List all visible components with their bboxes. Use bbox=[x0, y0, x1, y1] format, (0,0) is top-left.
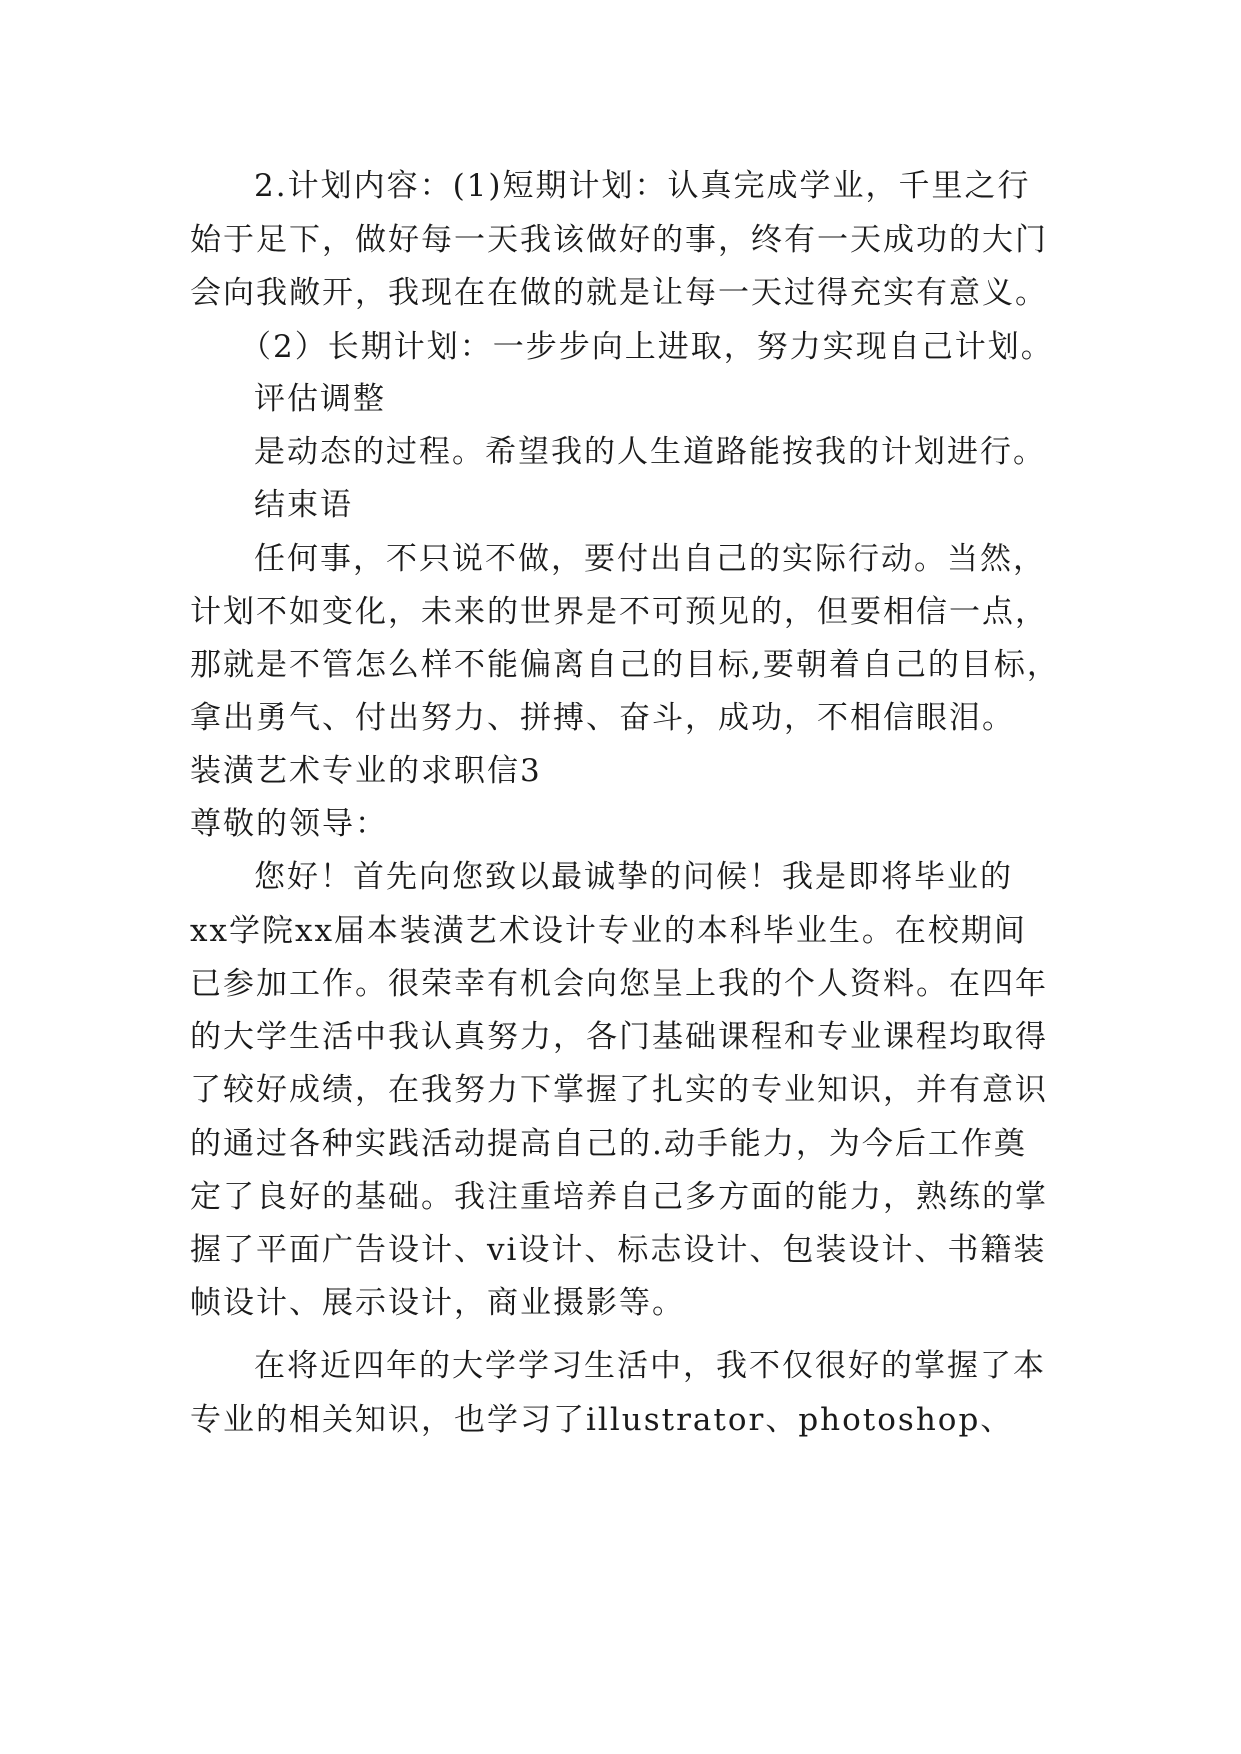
text-line: 的通过各种实践活动提高自己的.动手能力，为今后工作奠 bbox=[190, 1126, 1027, 1162]
text-line: 握了平面广告设计、vi设计、标志设计、包装设计、书籍装 bbox=[190, 1232, 1047, 1268]
text-line: 了较好成绩，在我努力下掌握了扎实的专业知识，并有意识 bbox=[190, 1072, 1048, 1108]
text-line: 您好！首先向您致以最诚挚的问候！我是即将毕业的 bbox=[254, 859, 1013, 895]
salutation: 尊敬的领导： bbox=[190, 806, 388, 842]
text-line: 拿出勇气、付出努力、拼搏、奋斗，成功，不相信眼泪。 bbox=[190, 700, 1015, 736]
text-line: 任何事，不只说不做，要付出自己的实际行动。当然， bbox=[254, 541, 1046, 577]
document-title: 装潢艺术专业的求职信3 bbox=[190, 753, 542, 789]
text-line: 已参加工作。很荣幸有机会向您呈上我的个人资料。在四年 bbox=[190, 966, 1048, 1002]
text-line: 定了良好的基础。我注重培养自己多方面的能力，熟练的掌 bbox=[190, 1179, 1048, 1215]
text-line: 在将近四年的大学学习生活中，我不仅很好的掌握了本 bbox=[254, 1348, 1046, 1384]
text-line: 那就是不管怎么样不能偏离自己的目标,要朝着自己的目标， bbox=[190, 647, 1060, 683]
section-heading: 评估调整 bbox=[254, 381, 386, 417]
text-line: 计划不如变化，未来的世界是不可预见的，但要相信一点， bbox=[190, 594, 1048, 630]
text-line: （2）长期计划：一步步向上进取，努力实现自己计划。 bbox=[240, 329, 1054, 365]
text-line: 2.计划内容：(1)短期计划：认真完成学业，千里之行 bbox=[254, 168, 1031, 204]
text-line: 的大学生活中我认真努力，各门基础课程和专业课程均取得 bbox=[190, 1019, 1048, 1055]
section-heading: 结束语 bbox=[254, 487, 353, 523]
text-line: 帧设计、展示设计，商业摄影等。 bbox=[190, 1285, 685, 1321]
text-line: xx学院xx届本装潢艺术设计专业的本科毕业生。在校期间 bbox=[190, 913, 1027, 949]
text-line: 会向我敞开，我现在在做的就是让每一天过得充实有意义。 bbox=[190, 275, 1048, 311]
text-line: 专业的相关知识，也学习了illustrator、photoshop、 bbox=[190, 1402, 1014, 1438]
text-line: 始于足下，做好每一天我该做好的事，终有一天成功的大门 bbox=[190, 222, 1048, 258]
text-line: 是动态的过程。希望我的人生道路能按我的计划进行。 bbox=[254, 434, 1046, 470]
